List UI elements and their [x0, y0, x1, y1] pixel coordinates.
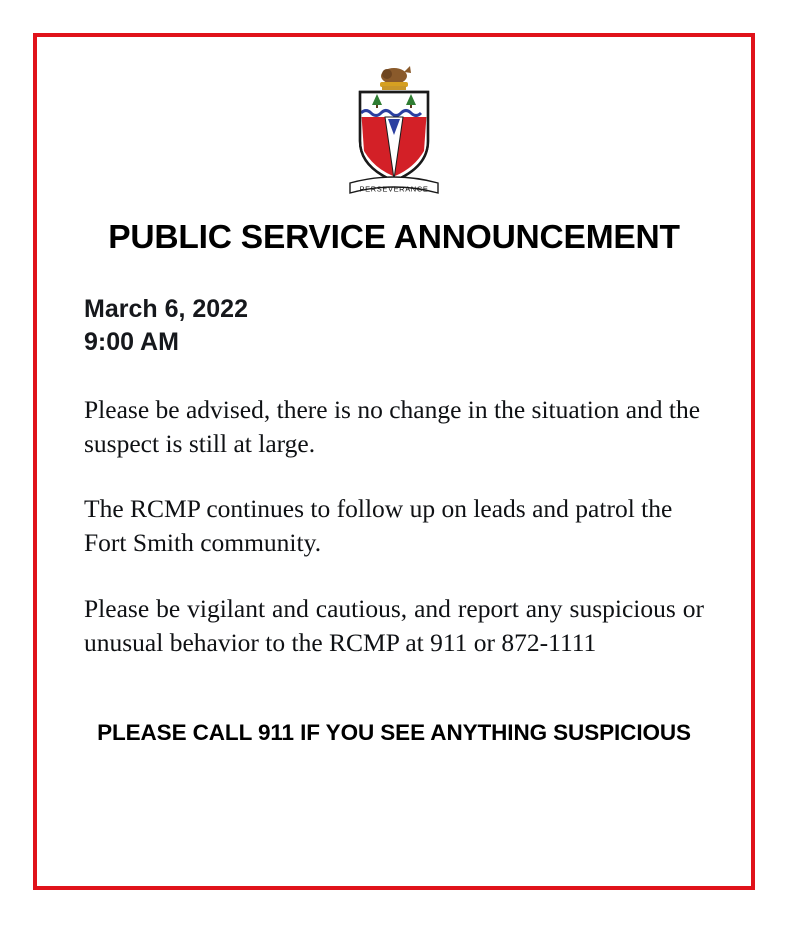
shield-icon: [360, 92, 428, 181]
motto-ribbon: [350, 177, 438, 194]
crest-container: [84, 63, 704, 203]
emergency-call-notice: PLEASE CALL 911 IF YOU SEE ANYTHING SUSPICIOUS: [97, 719, 691, 745]
announcement-poster: [33, 33, 755, 890]
paragraph-2: The RCMP continues to follow up on leads and patrol the Fort Smith community.: [84, 494, 673, 558]
paragraph-3: Please be vigilant and cautious, and report any suspicious or unusual behavior to the RCMP at 911 or 872-1111: [84, 593, 704, 657]
datetime-block: [84, 293, 704, 359]
body-copy: [84, 393, 704, 660]
poster-inner: [37, 37, 751, 886]
paragraph-1: Please be advised, there is no change in the situation and the suspect is still at large.: [84, 395, 701, 459]
page-title: PUBLIC SERVICE ANNOUNCEMENT: [108, 219, 680, 256]
announcement-time: 9:00 AM: [84, 328, 179, 356]
announcement-date: March 6, 2022: [84, 295, 248, 323]
crest-fox-icon: [380, 66, 411, 90]
northwest-territories-coat-of-arms-icon: [338, 63, 450, 203]
motto-text: PERSEVERANCE: [359, 184, 429, 194]
